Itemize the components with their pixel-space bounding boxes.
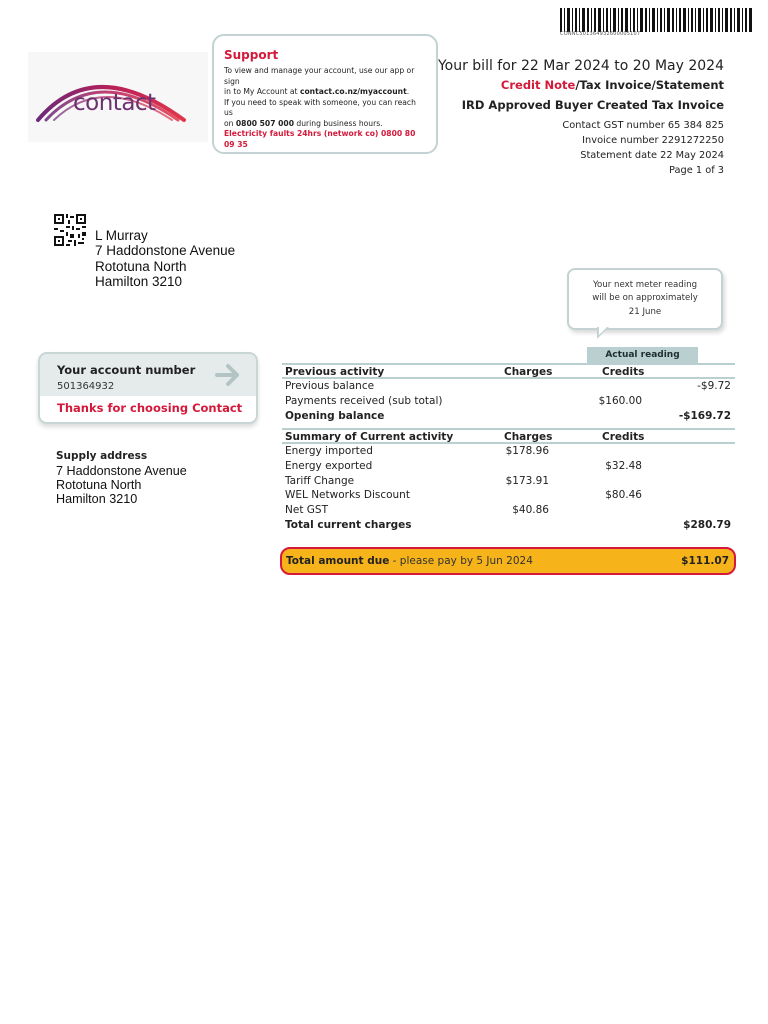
- page-indicator: Page 1 of 3: [669, 165, 724, 176]
- thanks-message: Thanks for choosing Contact: [57, 401, 243, 415]
- account-card: [38, 352, 258, 424]
- supply-address: [56, 450, 187, 507]
- support-text: To view and manage your account, use our app or sign in to My Account at contact.co.nz/myaccount. If you need to speak with someone, you can reach us on 0800 507 000 during business hours. Electricity faults 24hrs (network co) 0800 80 09 35: [224, 66, 426, 150]
- bill-header: [438, 58, 724, 178]
- address-line: 7 Haddonstone Avenue: [56, 464, 187, 478]
- address-line: Rototuna North: [95, 258, 187, 274]
- logo-wordmark: contact: [73, 90, 156, 116]
- table-row: Energy exported $32.48: [285, 459, 642, 472]
- support-phone[interactable]: 0800 507 000: [235, 118, 294, 128]
- current-activity-table: [282, 428, 735, 533]
- account-number: 501364932: [57, 381, 115, 392]
- invoice-number: Invoice number 2291272250: [582, 135, 724, 146]
- barcode: [560, 8, 752, 32]
- meter-reading-callout: Your next meter reading will be on approximately 21 June: [567, 268, 723, 330]
- barcode-number: CONNC501364932600005107: [560, 31, 641, 37]
- bill-period-title: Your bill for 22 Mar 2024 to 20 May 2024: [437, 58, 724, 74]
- address-line: 7 Haddonstone Avenue: [95, 243, 236, 259]
- table-row: Previous balance -$9.72: [285, 380, 731, 392]
- customer-name: L Murray: [95, 228, 148, 243]
- previous-activity-table: [282, 363, 735, 423]
- actual-reading-tag: Actual reading: [587, 347, 698, 363]
- ird-label: IRD Approved Buyer Created Tax Invoice: [461, 98, 724, 112]
- contact-logo: [28, 52, 208, 142]
- statement-date: Statement date 22 May 2024: [580, 150, 724, 161]
- table-row: WEL Networks Discount $80.46: [285, 489, 642, 502]
- total-due-label: Total amount due - please pay by 5 Jun 2024: [286, 555, 533, 567]
- faults-line: Electricity faults 24hrs (network co) 0800 80 09 35: [224, 129, 416, 149]
- table-row: Net GST $40.86: [285, 504, 549, 517]
- table-header: Previous activity Charges Credits: [282, 363, 735, 379]
- bill-meta: [438, 118, 724, 178]
- gst-number: Contact GST number 65 384 825: [562, 120, 724, 131]
- bill-document-type: Credit Note/Tax Invoice/Statement: [500, 78, 724, 92]
- account-number-label: Your account number: [57, 363, 196, 377]
- supply-address-label: Supply address: [56, 450, 148, 462]
- myaccount-link[interactable]: contact.co.nz/myaccount: [299, 87, 407, 96]
- support-line: If you need to speak with someone, you can reach us: [224, 97, 416, 117]
- total-amount-due-bar: [280, 547, 736, 575]
- table-row: Energy imported $178.96: [285, 445, 549, 457]
- address-line: Hamilton 3210: [56, 492, 138, 507]
- qr-code-icon: [54, 214, 86, 246]
- arrow-right-icon: [213, 363, 243, 387]
- opening-balance-row: Opening balance -$169.72: [285, 409, 731, 422]
- support-title: Support: [224, 48, 279, 62]
- total-current-charges-row: Total current charges $280.79: [285, 518, 731, 531]
- address-line: Rototuna North: [56, 478, 142, 493]
- support-panel: [212, 34, 438, 154]
- table-row: Payments received (sub total) $160.00: [285, 394, 642, 407]
- table-row: Tariff Change $173.91: [285, 474, 549, 487]
- support-line: in to My Account at: [224, 87, 300, 96]
- pay-by-date: - please pay by 5 Jun 2024: [389, 555, 533, 567]
- support-line: To view and manage your account, use our app or sign: [224, 66, 415, 86]
- customer-address: [95, 228, 235, 290]
- address-line: Hamilton 3210: [95, 274, 183, 290]
- table-header: Summary of Current activity Charges Credits: [282, 428, 735, 444]
- total-due-amount: $111.07: [681, 555, 729, 567]
